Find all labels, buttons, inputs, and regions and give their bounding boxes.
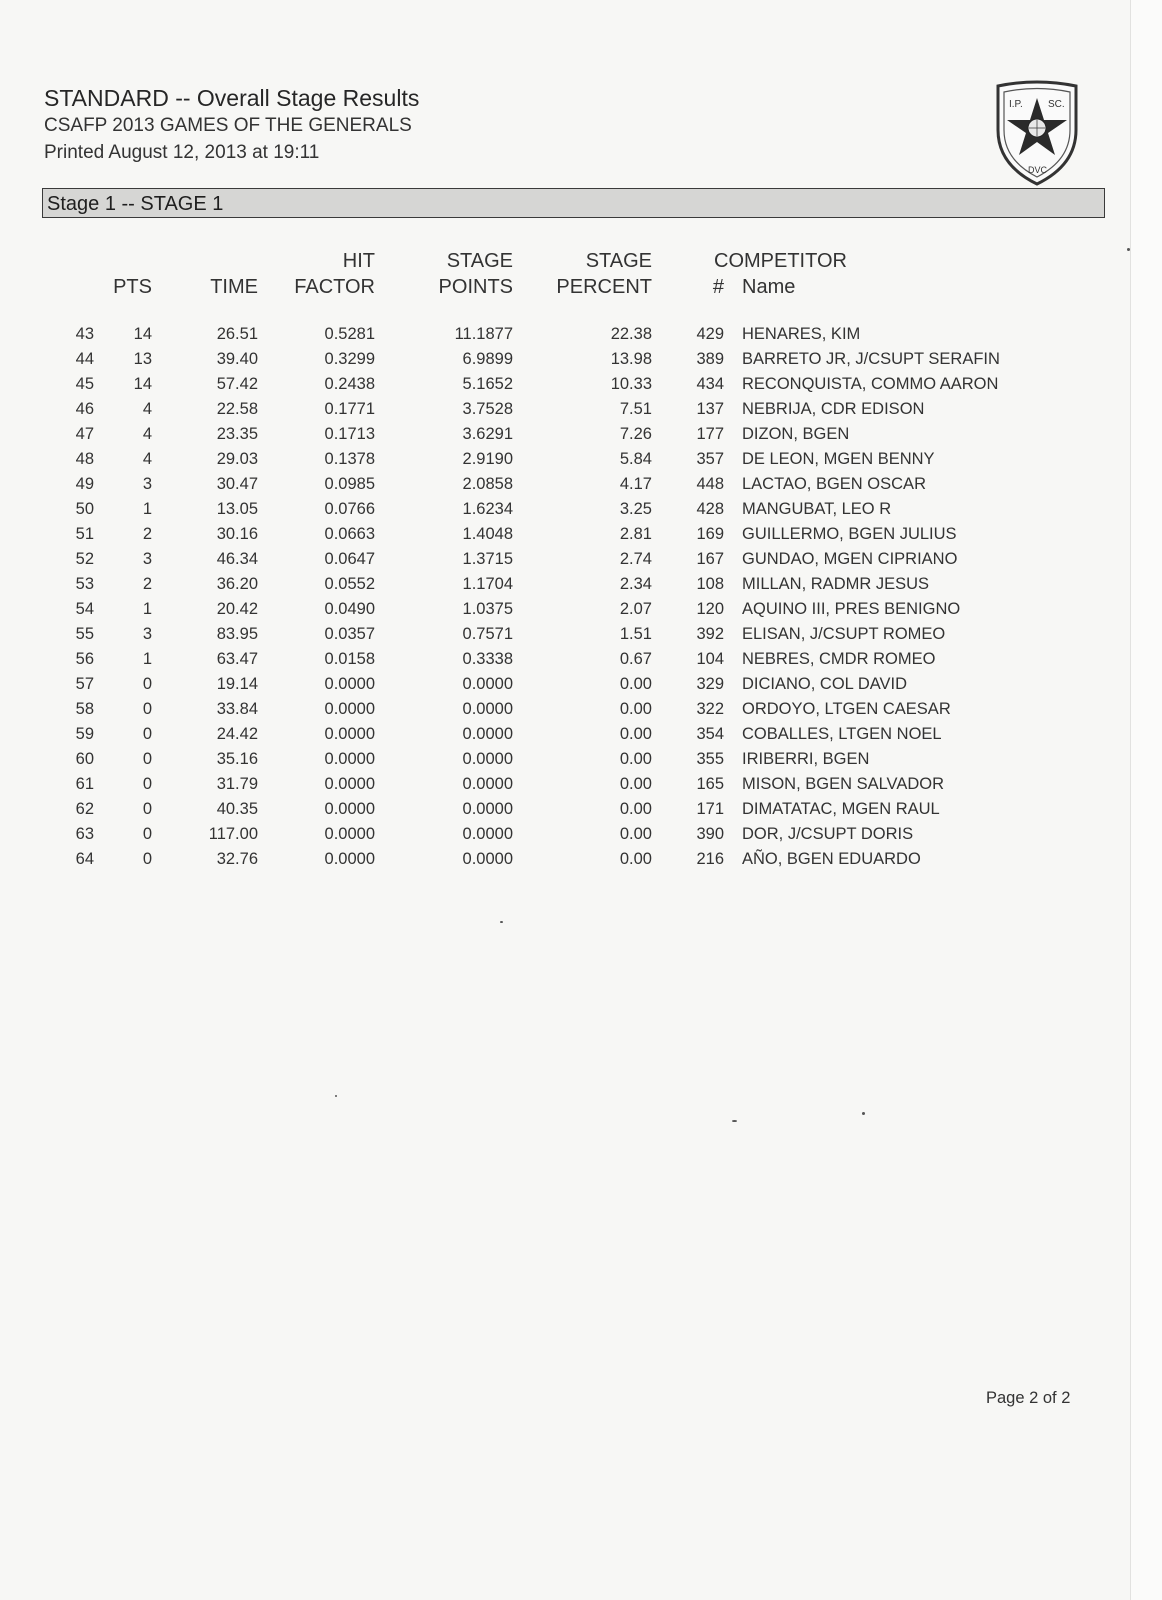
cell-number: 120 (696, 600, 724, 618)
cell-pts: 14 (133, 375, 152, 393)
cell-name: DICIANO, COL DAVID (742, 675, 908, 693)
cell-stage-points: 0.0000 (462, 800, 513, 818)
cell-name: ORDOYO, LTGEN CAESAR (742, 700, 951, 718)
cell-time: 83.95 (216, 625, 258, 643)
cell-place: 50 (75, 500, 94, 518)
cell-time: 40.35 (216, 800, 258, 818)
cell-number: 429 (696, 325, 724, 343)
table-row (0, 600, 1130, 625)
cell-place: 46 (75, 400, 94, 418)
logo-text-dvc: DVC (1028, 165, 1048, 175)
cell-place: 60 (75, 750, 94, 768)
cell-stage-points: 1.0375 (462, 600, 513, 618)
table-row (0, 850, 1130, 875)
table-row (0, 500, 1130, 525)
cell-stage-points: 0.0000 (462, 675, 513, 693)
col-stage-percent: PERCENT (556, 276, 652, 298)
cell-time: 39.40 (216, 350, 258, 368)
cell-stage-points: 0.0000 (462, 750, 513, 768)
cell-place: 62 (75, 800, 94, 818)
cell-name: NEBRIJA, CDR EDISON (742, 400, 925, 418)
col-hit-factor-top: HIT (342, 250, 375, 272)
col-pts: PTS (113, 276, 152, 298)
cell-stage-percent: 22.38 (610, 325, 652, 343)
cell-time: 35.16 (216, 750, 258, 768)
cell-hit-factor: 0.0663 (324, 525, 375, 543)
cell-pts: 13 (133, 350, 152, 368)
cell-hit-factor: 0.0000 (324, 825, 375, 843)
cell-name: AQUINO III, PRES BENIGNO (742, 600, 961, 618)
cell-pts: 4 (142, 400, 152, 418)
cell-name: MILLAN, RADMR JESUS (742, 575, 930, 593)
cell-place: 45 (75, 375, 94, 393)
cell-name: MANGUBAT, LEO R (742, 500, 892, 518)
cell-hit-factor: 0.0000 (324, 850, 375, 868)
cell-place: 47 (75, 425, 94, 443)
cell-hit-factor: 0.0000 (324, 700, 375, 718)
cell-number: 392 (696, 625, 724, 643)
table-row (0, 650, 1130, 675)
cell-place: 57 (75, 675, 94, 693)
cell-stage-percent: 2.81 (619, 525, 652, 543)
cell-hit-factor: 0.0000 (324, 775, 375, 793)
col-stage-percent-top: STAGE (585, 250, 652, 272)
table-row (0, 425, 1130, 450)
cell-stage-percent: 7.26 (619, 425, 652, 443)
cell-stage-percent: 0.67 (619, 650, 652, 668)
cell-time: 117.00 (208, 825, 258, 843)
cell-time: 36.20 (216, 575, 258, 593)
cell-stage-points: 3.7528 (462, 400, 513, 418)
cell-hit-factor: 0.0000 (324, 725, 375, 743)
cell-hit-factor: 0.0985 (324, 475, 375, 493)
cell-hit-factor: 0.1771 (324, 400, 375, 418)
cell-stage-percent: 4.17 (619, 475, 652, 493)
cell-number: 167 (696, 550, 724, 568)
cell-hit-factor: 0.0000 (324, 800, 375, 818)
col-name: Name (742, 276, 796, 298)
cell-time: 33.84 (216, 700, 258, 718)
cell-number: 104 (696, 650, 724, 668)
cell-hit-factor: 0.1378 (324, 450, 375, 468)
cell-stage-percent: 0.00 (619, 700, 652, 718)
cell-stage-points: 6.9899 (462, 350, 513, 368)
table-row (0, 700, 1130, 725)
cell-place: 55 (75, 625, 94, 643)
cell-name: DE LEON, MGEN BENNY (742, 450, 935, 468)
cell-place: 48 (75, 450, 94, 468)
cell-time: 13.05 (216, 500, 258, 518)
cell-name: DIMATATAC, MGEN RAUL (742, 800, 940, 818)
cell-time: 32.76 (216, 850, 258, 868)
table-row (0, 575, 1130, 600)
cell-stage-points: 11.1877 (454, 325, 513, 343)
cell-stage-points: 1.4048 (462, 525, 513, 543)
col-stage-points: POINTS (438, 276, 513, 298)
cell-pts: 0 (142, 700, 152, 718)
cell-number: 216 (696, 850, 724, 868)
logo-text-sc: SC. (1048, 99, 1065, 110)
cell-place: 54 (75, 600, 94, 618)
cell-stage-percent: 0.00 (619, 675, 652, 693)
cell-stage-percent: 2.74 (619, 550, 652, 568)
cell-stage-points: 1.3715 (462, 550, 513, 568)
cell-pts: 1 (142, 600, 152, 618)
col-hit-factor: FACTOR (294, 276, 375, 298)
cell-number: 329 (696, 675, 724, 693)
cell-time: 57.42 (216, 375, 258, 393)
cell-number: 390 (696, 825, 724, 843)
cell-pts: 0 (142, 775, 152, 793)
cell-stage-points: 1.6234 (462, 500, 513, 518)
cell-stage-points: 0.0000 (462, 825, 513, 843)
cell-time: 20.42 (216, 600, 258, 618)
cell-pts: 3 (142, 625, 152, 643)
table-row (0, 775, 1130, 800)
cell-time: 19.14 (216, 675, 258, 693)
cell-pts: 0 (142, 725, 152, 743)
cell-hit-factor: 0.5281 (324, 325, 375, 343)
cell-stage-percent: 0.00 (619, 800, 652, 818)
cell-name: ELISAN, J/CSUPT ROMEO (742, 625, 946, 643)
cell-hit-factor: 0.0490 (324, 600, 375, 618)
cell-place: 61 (75, 775, 94, 793)
cell-hit-factor: 0.0000 (324, 750, 375, 768)
ipsc-shield-icon (992, 80, 1082, 190)
cell-pts: 0 (142, 850, 152, 868)
table-row (0, 400, 1130, 425)
cell-stage-percent: 0.00 (619, 850, 652, 868)
cell-stage-points: 2.9190 (462, 450, 513, 468)
cell-stage-percent: 0.00 (619, 750, 652, 768)
cell-number: 171 (696, 800, 724, 818)
table-row (0, 625, 1130, 650)
cell-number: 322 (696, 700, 724, 718)
cell-place: 52 (75, 550, 94, 568)
cell-time: 22.58 (216, 400, 258, 418)
cell-pts: 1 (142, 500, 152, 518)
cell-name: DOR, J/CSUPT DORIS (742, 825, 914, 843)
cell-pts: 2 (142, 525, 152, 543)
cell-hit-factor: 0.0552 (324, 575, 375, 593)
cell-stage-points: 3.6291 (462, 425, 513, 443)
cell-stage-percent: 5.84 (619, 450, 652, 468)
cell-stage-percent: 0.00 (619, 775, 652, 793)
cell-number: 448 (696, 475, 724, 493)
cell-stage-percent: 0.00 (619, 725, 652, 743)
cell-time: 23.35 (216, 425, 258, 443)
cell-hit-factor: 0.0357 (324, 625, 375, 643)
cell-pts: 0 (142, 800, 152, 818)
cell-stage-percent: 3.25 (619, 500, 652, 518)
cell-name: DIZON, BGEN (742, 425, 850, 443)
scan-speck (732, 1120, 737, 1122)
table-row (0, 750, 1130, 775)
cell-number: 165 (696, 775, 724, 793)
cell-name: BARRETO JR, J/CSUPT SERAFIN (742, 350, 1000, 368)
cell-number: 177 (696, 425, 724, 443)
cell-place: 63 (75, 825, 94, 843)
cell-stage-points: 5.1652 (462, 375, 513, 393)
cell-place: 44 (75, 350, 94, 368)
cell-number: 108 (696, 575, 724, 593)
cell-number: 434 (696, 375, 724, 393)
cell-hit-factor: 0.1713 (324, 425, 375, 443)
table-row (0, 350, 1130, 375)
table-row (0, 475, 1130, 500)
cell-number: 357 (696, 450, 724, 468)
cell-number: 389 (696, 350, 724, 368)
cell-pts: 1 (142, 650, 152, 668)
cell-pts: 4 (142, 425, 152, 443)
cell-stage-points: 0.3338 (462, 650, 513, 668)
table-row (0, 550, 1130, 575)
cell-time: 24.42 (216, 725, 258, 743)
cell-time: 63.47 (216, 650, 258, 668)
cell-time: 31.79 (216, 775, 258, 793)
stage-banner (42, 188, 1105, 218)
cell-place: 59 (75, 725, 94, 743)
printed-timestamp: Printed August 12, 2013 at 19:11 (44, 142, 320, 163)
cell-hit-factor: 0.0158 (324, 650, 375, 668)
cell-stage-percent: 2.07 (619, 600, 652, 618)
cell-stage-percent: 1.51 (619, 625, 652, 643)
cell-place: 58 (75, 700, 94, 718)
scan-speck (500, 921, 503, 923)
table-row (0, 375, 1130, 400)
cell-pts: 0 (142, 750, 152, 768)
cell-name: GUNDAO, MGEN CIPRIANO (742, 550, 958, 568)
cell-name: HENARES, KIM (742, 325, 861, 343)
cell-number: 428 (696, 500, 724, 518)
logo-text-ip: I.P. (1009, 99, 1023, 110)
cell-pts: 4 (142, 450, 152, 468)
cell-name: NEBRES, CMDR ROMEO (742, 650, 936, 668)
cell-name: AÑO, BGEN EDUARDO (742, 850, 921, 868)
cell-pts: 14 (133, 325, 152, 343)
cell-stage-points: 0.0000 (462, 725, 513, 743)
cell-name: RECONQUISTA, COMMO AARON (742, 375, 999, 393)
stage-label: Stage 1 -- STAGE 1 (47, 193, 224, 215)
cell-place: 51 (75, 525, 94, 543)
cell-number: 355 (696, 750, 724, 768)
cell-hit-factor: 0.0766 (324, 500, 375, 518)
cell-place: 43 (75, 325, 94, 343)
table-row (0, 450, 1130, 475)
cell-stage-points: 0.0000 (462, 775, 513, 793)
cell-stage-percent: 7.51 (619, 400, 652, 418)
cell-hit-factor: 0.3299 (324, 350, 375, 368)
cell-stage-points: 0.0000 (462, 700, 513, 718)
cell-hit-factor: 0.2438 (324, 375, 375, 393)
cell-stage-percent: 10.33 (610, 375, 652, 393)
cell-time: 30.47 (216, 475, 258, 493)
cell-stage-points: 0.7571 (462, 625, 513, 643)
cell-stage-points: 1.1704 (462, 575, 513, 593)
report-header (44, 84, 419, 166)
cell-hit-factor: 0.0000 (324, 675, 375, 693)
cell-number: 169 (696, 525, 724, 543)
cell-place: 64 (75, 850, 94, 868)
cell-stage-points: 2.0858 (462, 475, 513, 493)
cell-stage-points: 0.0000 (462, 850, 513, 868)
scan-speck (335, 1095, 337, 1097)
table-row (0, 525, 1130, 550)
cell-number: 137 (696, 400, 724, 418)
cell-pts: 0 (142, 675, 152, 693)
table-row (0, 325, 1130, 350)
cell-place: 56 (75, 650, 94, 668)
cell-time: 26.51 (216, 325, 258, 343)
page-number: Page 2 of 2 (986, 1389, 1071, 1407)
cell-name: IRIBERRI, BGEN (742, 750, 870, 768)
col-competitor: COMPETITOR (714, 250, 847, 272)
cell-stage-percent: 2.34 (619, 575, 652, 593)
cell-number: 354 (696, 725, 724, 743)
cell-name: LACTAO, BGEN OSCAR (742, 475, 926, 493)
table-row (0, 675, 1130, 700)
col-number: # (712, 276, 724, 298)
cell-time: 29.03 (216, 450, 258, 468)
cell-time: 46.34 (216, 550, 258, 568)
table-row (0, 825, 1130, 850)
event-name: CSAFP 2013 GAMES OF THE GENERALS (44, 115, 412, 136)
cell-name: MISON, BGEN SALVADOR (742, 775, 945, 793)
cell-place: 53 (75, 575, 94, 593)
cell-pts: 3 (142, 475, 152, 493)
cell-pts: 2 (142, 575, 152, 593)
cell-pts: 0 (142, 825, 152, 843)
report-title: STANDARD -- Overall Stage Results (44, 85, 420, 111)
cell-hit-factor: 0.0647 (324, 550, 375, 568)
cell-stage-percent: 13.98 (610, 350, 652, 368)
table-row (0, 725, 1130, 750)
cell-place: 49 (75, 475, 94, 493)
cell-name: GUILLERMO, BGEN JULIUS (742, 525, 957, 543)
cell-stage-percent: 0.00 (619, 825, 652, 843)
col-stage-points-top: STAGE (446, 250, 513, 272)
cell-time: 30.16 (216, 525, 258, 543)
scan-speck (862, 1112, 865, 1115)
cell-pts: 3 (142, 550, 152, 568)
table-row (0, 800, 1130, 825)
col-time: TIME (210, 276, 258, 298)
scan-edge (1130, 0, 1162, 1600)
cell-name: COBALLES, LTGEN NOEL (742, 725, 942, 743)
